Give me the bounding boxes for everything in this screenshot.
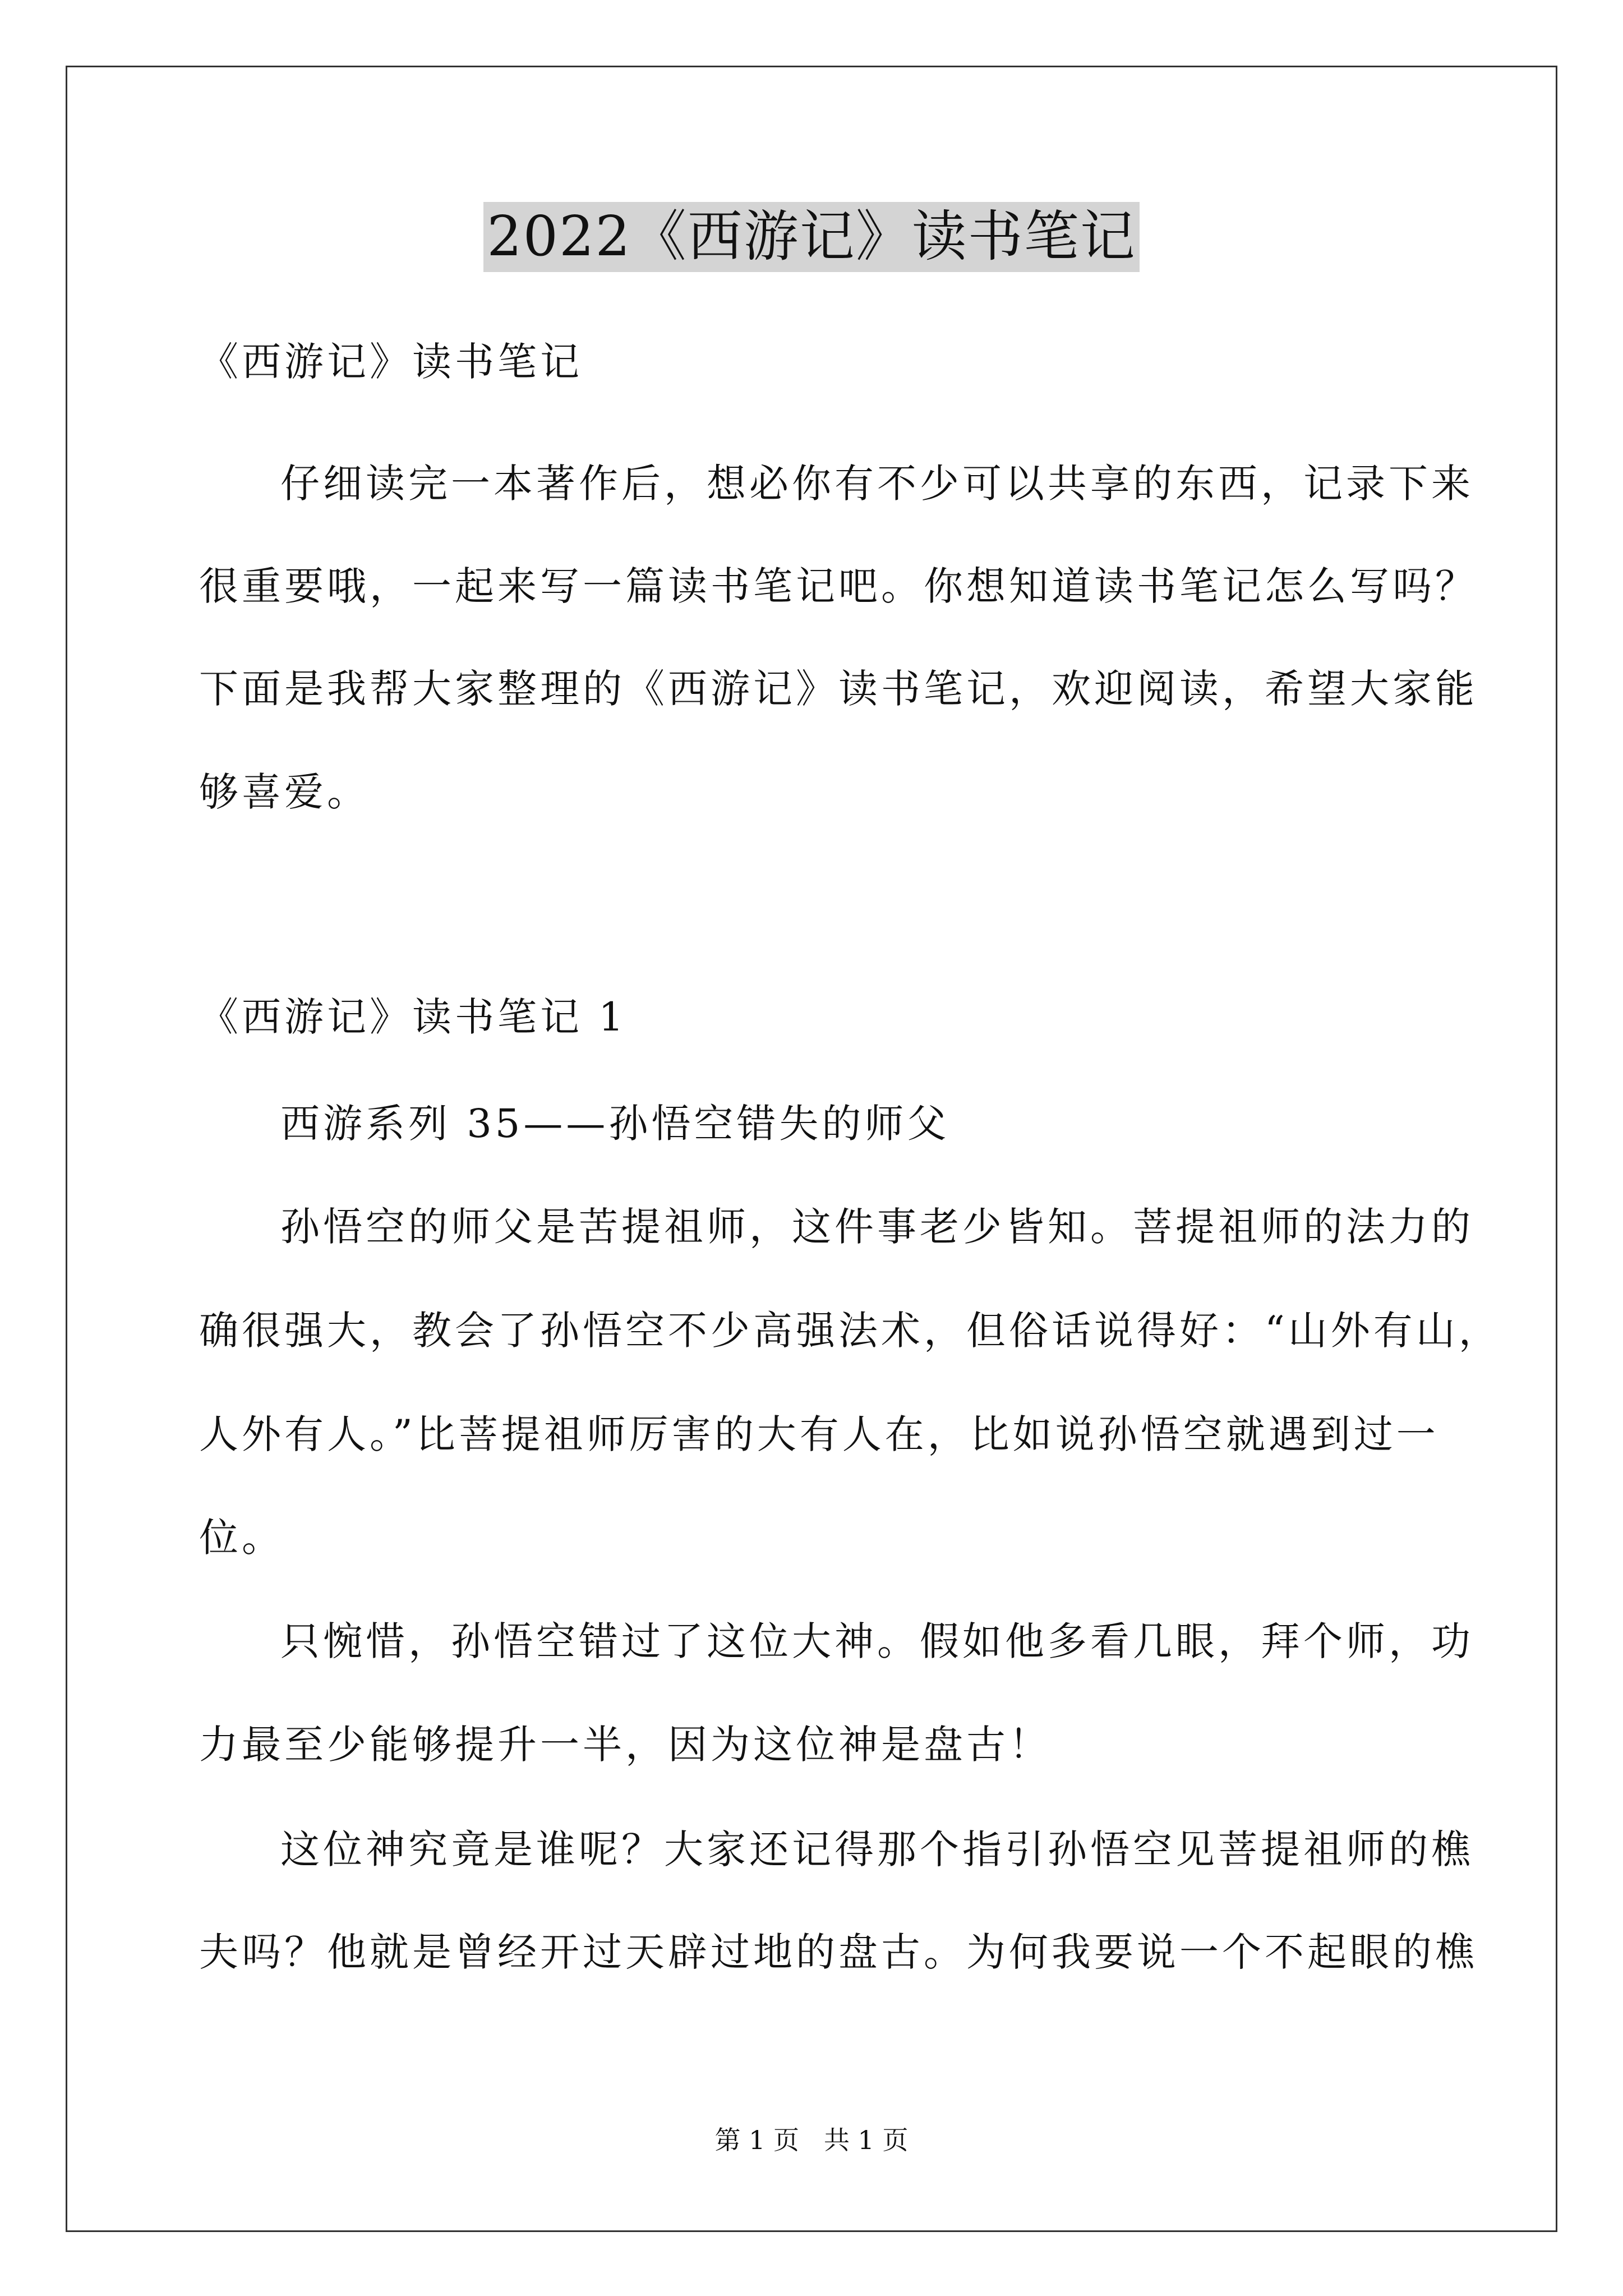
paragraph-line: 人外有人。”比菩提祖师厉害的大有人在，比如说孙悟空就遇到过一: [199, 1411, 1439, 1457]
paragraph-line: 确很强大，教会了孙悟空不少高强法术，但俗话说得好：“山外有山，: [199, 1308, 1501, 1354]
paragraph-line: 很重要哦，一起来写一篇读书笔记吧。你想知道读书笔记怎么写吗？: [199, 563, 1478, 609]
page-border: [66, 66, 1557, 2232]
paragraph-line: 够喜爱。: [199, 769, 370, 815]
section-heading: 《西游记》读书笔记 1: [199, 994, 627, 1040]
paragraph-line: 夫吗？他就是曾经开过天辟过地的盘古。为何我要说一个不起眼的樵: [199, 1929, 1478, 1975]
document-title: 2022《西游记》读书笔记: [483, 202, 1139, 272]
page-total: 共 1 页: [823, 2125, 909, 2155]
subtitle-line: 《西游记》读书笔记: [199, 339, 583, 385]
paragraph-line: 孙悟空的师父是苦提祖师，这件事老少皆知。菩提祖师的法力的: [280, 1204, 1474, 1250]
page-number: 第 1 页: [714, 2125, 800, 2155]
paragraph-line: 只惋惜，孙悟空错过了这位大神。假如他多看几眼，拜个师，功: [280, 1618, 1474, 1664]
paragraph-line: 位。: [199, 1515, 284, 1561]
paragraph-line: 这位神究竟是谁呢？大家还记得那个指引孙悟空见菩提祖师的樵: [280, 1826, 1474, 1872]
paragraph-line: 西游系列 35——孙悟空错失的师父: [280, 1101, 950, 1147]
page-footer: [0, 2123, 1623, 2157]
title-container: [0, 202, 1623, 272]
paragraph-line: 力最至少能够提升一半，因为这位神是盘古！: [199, 1722, 1052, 1768]
paragraph-line: 仔细读完一本著作后，想必你有不少可以共享的东西，记录下来: [280, 461, 1474, 507]
paragraph-line: 下面是我帮大家整理的《西游记》读书笔记，欢迎阅读，希望大家能: [199, 666, 1478, 712]
